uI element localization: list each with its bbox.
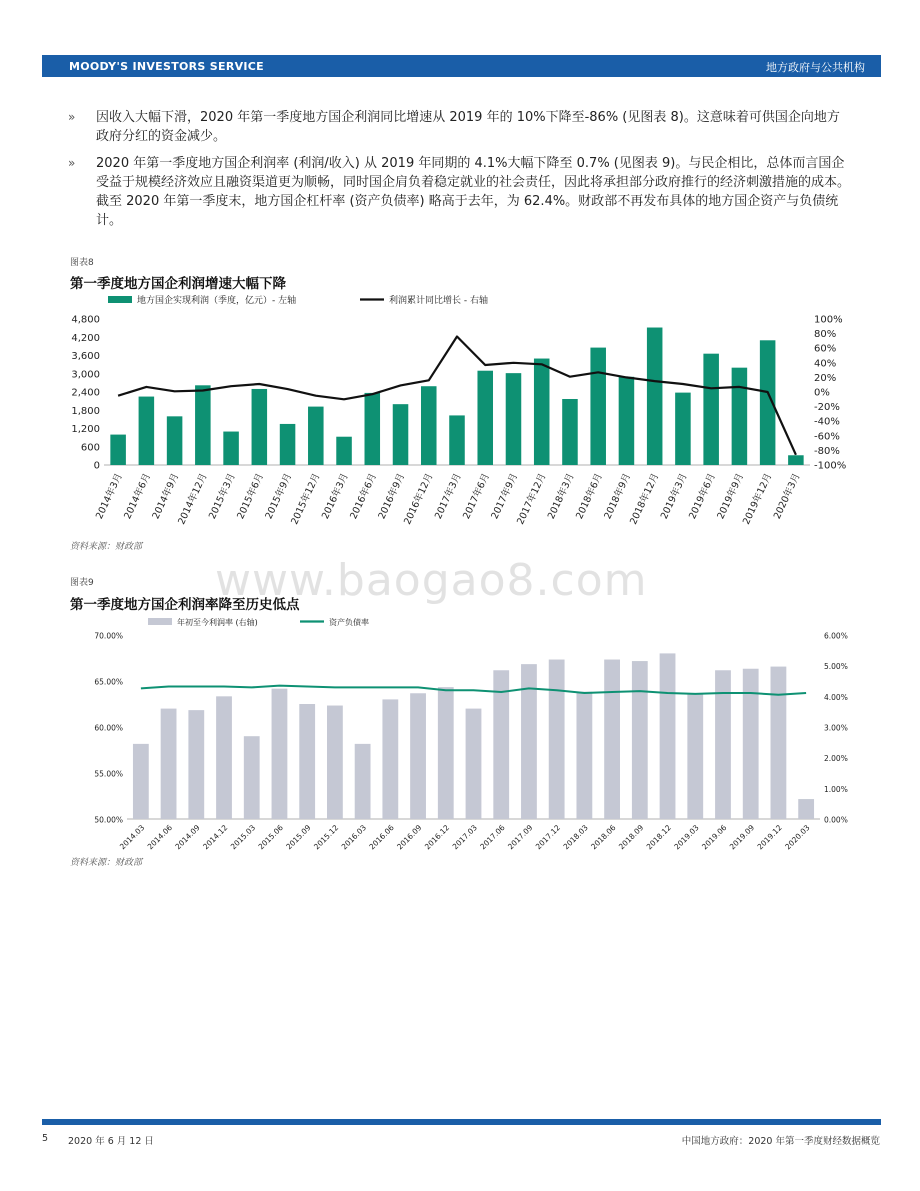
bar: [534, 359, 550, 465]
x-axis-tick-label: 2015.12: [312, 823, 341, 852]
x-axis-tick-label: 2019.12: [755, 823, 784, 852]
page-number: 5: [42, 1133, 49, 1144]
x-axis-tick-label: 2016年3月: [319, 471, 351, 521]
figure-8-chart: [0, 290, 920, 540]
left-axis-tick-label: 4,800: [71, 314, 100, 326]
left-axis-tick-label: 3,000: [71, 369, 100, 381]
bar: [687, 693, 703, 819]
bullet-2: [70, 154, 850, 230]
section-name: 地方政府与公共机构: [766, 61, 865, 74]
legend-line-label: 利润累计同比增长 - 右轴: [389, 296, 488, 306]
left-axis-tick-label: 2,400: [71, 387, 100, 399]
left-axis-tick-label: 3,600: [71, 351, 100, 362]
legend-bar-swatch: [148, 618, 172, 625]
x-axis-tick-label: 2015年9月: [263, 471, 295, 521]
legend-line-label: 资产负债率: [329, 618, 369, 627]
bar: [139, 397, 155, 465]
left-axis-tick-label: 70.00%: [94, 631, 123, 641]
right-axis-tick-label: 4.00%: [824, 692, 848, 702]
x-axis-tick-label: 2014年12月: [176, 471, 210, 527]
bar: [327, 706, 343, 819]
x-axis-tick-label: 2018.12: [644, 823, 673, 852]
x-axis-tick-label: 2014.03: [117, 823, 147, 852]
x-axis-tick-label: 2016.12: [422, 823, 452, 852]
left-axis-tick-label: 50.00%: [94, 815, 123, 825]
bullet-text: 因收入大幅下滑，2020 年第一季度地方国企利润同比增速从 2019 年的 10%下降至-86% (见图表 8)。这意味着可供国企向地方政府分红的资金减少。: [96, 110, 840, 144]
bar: [393, 404, 409, 465]
x-axis-tick-label: 2017.12: [533, 823, 563, 852]
x-axis-tick-label: 2017年9月: [489, 471, 521, 521]
x-axis-tick-label: 2019年12月: [741, 471, 775, 527]
bar: [355, 744, 371, 819]
bullet-marker: »: [68, 156, 76, 170]
right-axis-tick-label: 20%: [814, 372, 837, 384]
x-axis-tick-label: 2018.06: [589, 823, 618, 852]
figure-9-label: 图表9: [70, 578, 94, 588]
bar: [521, 664, 537, 819]
bar: [466, 709, 482, 819]
x-axis-tick-label: 2019年3月: [658, 471, 690, 521]
x-axis-tick-label: 2017.09: [506, 823, 535, 852]
x-axis-tick-label: 2018年6月: [574, 471, 605, 521]
right-axis-tick-label: -80%: [814, 445, 840, 457]
bar: [549, 660, 565, 819]
x-axis-tick-label: 2015年3月: [207, 471, 238, 521]
x-axis-tick-label: 2015年12月: [289, 471, 323, 527]
bar: [647, 328, 663, 465]
x-axis-tick-label: 2016年6月: [348, 471, 379, 521]
x-axis-tick-label: 2016年12月: [402, 471, 436, 527]
left-axis-tick-label: 0: [93, 460, 100, 472]
legend-bar-swatch: [108, 296, 132, 303]
bar: [244, 736, 260, 819]
x-axis-tick-label: 2018年3月: [545, 471, 577, 521]
bar: [382, 699, 398, 819]
figure-8-label: 图表8: [70, 258, 94, 268]
x-axis-tick-label: 2020.03: [783, 823, 812, 852]
bar: [675, 393, 691, 465]
x-axis-tick-label: 2019.03: [672, 823, 701, 852]
x-axis-tick-label: 2017.06: [478, 823, 507, 852]
x-axis-tick-label: 2016.09: [395, 823, 424, 852]
left-axis-tick-label: 1,200: [71, 424, 100, 435]
right-axis-tick-label: 40%: [814, 358, 837, 370]
right-axis-tick-label: 5.00%: [824, 662, 848, 672]
footer-date: 2020 年 6 月 12 日: [68, 1136, 154, 1147]
x-axis-tick-label: 2019年6月: [687, 471, 718, 521]
bar: [477, 371, 493, 465]
right-axis-tick-label: -40%: [814, 416, 840, 428]
x-axis-tick-label: 2018年9月: [602, 471, 634, 521]
bar: [110, 435, 126, 465]
right-axis-tick-label: 3.00%: [824, 723, 848, 733]
bar: [421, 386, 437, 465]
bar: [272, 689, 288, 819]
x-axis-tick-label: 2014年3月: [94, 471, 125, 521]
right-axis-tick-label: -20%: [814, 402, 840, 414]
bar: [604, 660, 620, 819]
bar: [590, 348, 606, 465]
left-axis-tick-label: 60.00%: [94, 723, 123, 733]
right-axis-tick-label: -60%: [814, 431, 840, 443]
bar: [788, 455, 804, 465]
left-axis-tick-label: 65.00%: [94, 677, 123, 687]
left-axis-tick-label: 1,800: [71, 405, 100, 417]
bar: [576, 692, 592, 819]
right-axis-tick-label: -100%: [814, 460, 847, 472]
x-axis-tick-label: 2014年9月: [150, 471, 182, 521]
x-axis-tick-label: 2018.09: [616, 823, 646, 852]
series-line: [141, 686, 806, 695]
figure-8-source: 资料来源：财政部: [70, 542, 143, 552]
x-axis-tick-label: 2016年9月: [376, 471, 408, 521]
x-axis-tick-label: 2015.06: [256, 823, 285, 852]
x-axis-tick-label: 2014年6月: [122, 471, 154, 521]
x-axis-tick-label: 2018年12月: [628, 471, 662, 527]
bar: [798, 799, 814, 819]
bar: [188, 710, 204, 819]
figure-9-chart: [0, 612, 920, 857]
bar: [410, 693, 426, 819]
x-axis-tick-label: 2014.09: [173, 823, 202, 852]
bar: [133, 744, 149, 819]
x-axis-tick-label: 2017年6月: [461, 471, 492, 521]
bar: [299, 704, 315, 819]
legend-bar-label: 地方国企实现利润（季度，亿元）- 左轴: [137, 296, 297, 306]
bar: [619, 377, 635, 465]
x-axis-tick-label: 2015年6月: [235, 471, 267, 521]
x-axis-tick-label: 2018.03: [561, 823, 590, 852]
x-axis-tick-label: 2016.03: [339, 823, 369, 852]
bar: [743, 669, 759, 819]
x-axis-tick-label: 2020年3月: [771, 471, 803, 521]
legend-bar-label: 年初至今利润率 (右轴): [177, 618, 258, 627]
x-axis-tick-label: 2015.09: [284, 823, 313, 852]
bar: [161, 709, 177, 819]
left-axis-tick-label: 55.00%: [94, 769, 123, 779]
bar: [252, 389, 268, 465]
figure-9-title: 第一季度地方国企利润率降至历史低点: [70, 597, 300, 613]
right-axis-tick-label: 100%: [814, 314, 843, 326]
right-axis-tick-label: 60%: [814, 343, 837, 355]
bar: [660, 653, 676, 819]
brand-name: MOODY'S INVESTORS SERVICE: [69, 60, 264, 73]
x-axis-tick-label: 2015.03: [228, 823, 258, 852]
x-axis-tick-label: 2017年12月: [515, 471, 549, 527]
x-axis-tick-label: 2019.06: [700, 823, 729, 852]
bar: [449, 415, 465, 465]
right-axis-tick-label: 1.00%: [824, 784, 848, 794]
left-axis-tick-label: 4,200: [71, 332, 100, 344]
figure-8-title: 第一季度地方国企利润增速大幅下降: [70, 276, 286, 292]
x-axis-tick-label: 2014.06: [145, 823, 174, 852]
bullet-1: [70, 108, 850, 146]
figure-9-source: 资料来源：财政部: [70, 858, 143, 868]
bar: [216, 696, 232, 819]
bar: [732, 368, 748, 465]
bar: [223, 432, 239, 465]
bar: [438, 687, 454, 819]
watermark: www.baogao8.com: [215, 555, 648, 606]
x-axis-tick-label: 2014.12: [201, 823, 230, 852]
bar: [167, 416, 183, 465]
bar: [771, 667, 787, 819]
x-axis-tick-label: 2017.03: [450, 823, 479, 852]
right-axis-tick-label: 2.00%: [824, 754, 848, 764]
right-axis-tick-label: 80%: [814, 329, 837, 341]
bar: [280, 424, 296, 465]
right-axis-tick-label: 0.00%: [824, 815, 848, 825]
bar: [365, 393, 381, 465]
bar: [632, 661, 648, 819]
bar: [703, 354, 719, 465]
x-axis-tick-label: 2016.06: [367, 823, 396, 852]
footer-bar: [42, 1119, 881, 1125]
bar: [308, 407, 324, 465]
bullet-text: 2020 年第一季度地方国企利润率 (利润/收入) 从 2019 年同期的 4.1%大幅下降至 0.7% (见图表 9)。与民企相比，总体而言国企受益于规模经济效应且融资渠道更为顺畅，同时国企肩负着稳定就业的社会责任，因此将承担部分政府推行的经济刺激措施的成本。截至 2020 年第一季度末，地方国企杠杆率 (资产负债率) 略高于去年，为 62.4%。财政部不再发布具体的地方国企资产与负债统计。: [96, 156, 851, 228]
bar: [562, 399, 578, 465]
x-axis-tick-label: 2019年9月: [715, 471, 747, 521]
page-header: [42, 55, 881, 77]
x-axis-tick-label: 2017年3月: [432, 471, 464, 521]
left-axis-tick-label: 600: [80, 442, 100, 454]
bullet-marker: »: [68, 110, 76, 124]
right-axis-tick-label: 6.00%: [824, 631, 848, 641]
x-axis-tick-label: 2019.09: [727, 823, 757, 852]
bar: [506, 373, 522, 465]
right-axis-tick-label: 0%: [814, 387, 830, 399]
bar: [336, 437, 352, 465]
bar: [195, 385, 211, 465]
footer-title: 中国地方政府：2020 年第一季度财经数据概览: [681, 1136, 880, 1147]
